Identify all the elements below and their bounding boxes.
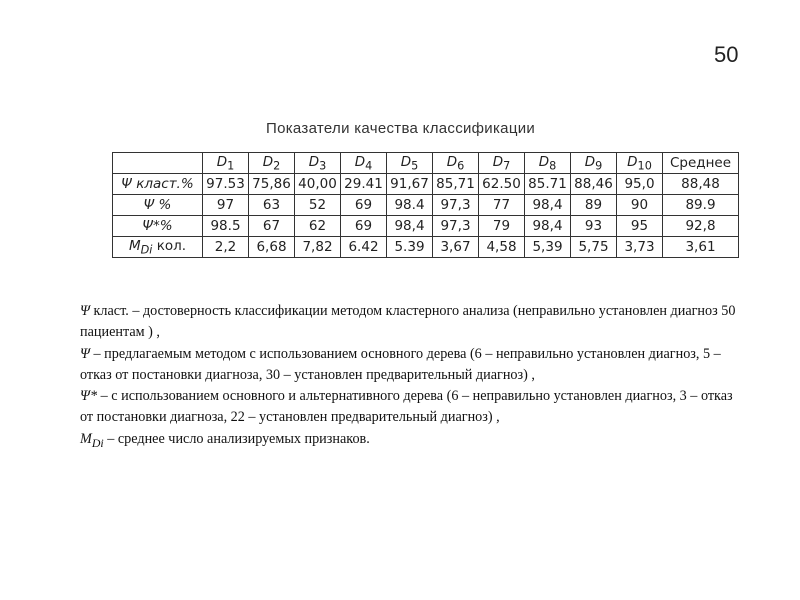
column-header-subscript: 3 [319, 159, 327, 173]
column-header-label: D [584, 153, 596, 170]
table-cell: 3,67 [433, 237, 479, 258]
table-cell: 4,58 [479, 237, 525, 258]
row-label [113, 216, 203, 237]
column-header [341, 153, 387, 174]
table-row [113, 195, 739, 216]
table-cell: 2,2 [203, 237, 249, 258]
note-symbol: M [80, 430, 92, 447]
table-title: Показатели качества классификации [266, 120, 536, 137]
note-text: класт. – достоверность классификации методом кластерного анализа (неправильно установлен диагноз 50 пациентам ) , [80, 303, 736, 341]
column-header [571, 153, 617, 174]
row-label-text: M [128, 237, 141, 254]
table-cell: 90 [617, 195, 663, 216]
column-header-subscript: 10 [637, 159, 652, 173]
table-cell: 95,0 [617, 174, 663, 195]
column-header-subscript: 8 [549, 159, 557, 173]
table-cell: 89.9 [663, 195, 739, 216]
table-cell: 95 [617, 216, 663, 237]
table-cell: 3,73 [617, 237, 663, 258]
column-header-label: D [627, 153, 638, 170]
table-cell: 97,3 [433, 195, 479, 216]
table-row [113, 237, 739, 258]
column-header [113, 153, 203, 174]
table-cell: 62.50 [479, 174, 525, 195]
column-header-subscript: 4 [365, 159, 373, 173]
note-symbol-subscript: Di [91, 435, 104, 450]
table-cell: 52 [295, 195, 341, 216]
table-cell: 97.53 [203, 174, 249, 195]
table-cell: 5,75 [571, 237, 617, 258]
column-header [663, 153, 739, 174]
table-cell: 98.4 [387, 195, 433, 216]
note-paragraph [80, 301, 740, 344]
column-header-label: D [354, 153, 366, 170]
column-header [295, 153, 341, 174]
column-header-label: Среднее [669, 155, 732, 171]
table-cell: 92,8 [663, 216, 739, 237]
note-paragraph [80, 344, 740, 387]
table-cell: 6,68 [249, 237, 295, 258]
table-cell: 98,4 [387, 216, 433, 237]
table-cell: 77 [479, 195, 525, 216]
note-symbol: Ψ* [80, 388, 98, 405]
table-cell: 3,61 [663, 237, 739, 258]
table-cell: 97 [203, 195, 249, 216]
column-header-label: D [308, 153, 320, 170]
column-header [249, 153, 295, 174]
table-cell: 5.39 [387, 237, 433, 258]
row-label-subscript: Di [140, 243, 153, 257]
table-cell: 85,71 [433, 174, 479, 195]
column-header-subscript: 1 [227, 159, 235, 173]
column-header-label: D [538, 153, 550, 170]
table-cell: 85.71 [525, 174, 571, 195]
table-row [113, 216, 739, 237]
page-number: 50 [714, 42, 739, 67]
note-text: – предлагаемым методом с использованием основного дерева (6 – неправильно установлен диагноз, 5 – отказ от постановки диагноза, 30 – установлен предварительный диагноз) , [80, 345, 721, 383]
table-cell: 69 [341, 195, 387, 216]
table-cell: 67 [249, 216, 295, 237]
table-cell: 88,46 [571, 174, 617, 195]
table-cell: 98,4 [525, 195, 571, 216]
row-label-text: Ψ*% [142, 218, 173, 234]
note-text: – с использованием основного и альтернативного дерева (6 – неправильно установлен диагноз, 3 – отказ от постановки диагноза, 22 – установлен предварительный диагноз) , [80, 388, 733, 426]
table-cell: 89 [571, 195, 617, 216]
notes-block [80, 301, 740, 454]
table-cell: 97,3 [433, 216, 479, 237]
column-header-subscript: 6 [457, 159, 465, 173]
column-header [203, 153, 249, 174]
column-header [617, 153, 663, 174]
row-label [113, 237, 203, 258]
table-cell: 5,39 [525, 237, 571, 258]
table-cell: 6.42 [341, 237, 387, 258]
table-cell: 40,00 [295, 174, 341, 195]
column-header-subscript: 9 [595, 159, 603, 173]
table-cell: 98,4 [525, 216, 571, 237]
note-symbol: Ψ [80, 345, 90, 362]
note-paragraph [80, 429, 740, 454]
table-cell: 7,82 [295, 237, 341, 258]
row-label [113, 174, 203, 195]
column-header [387, 153, 433, 174]
table-cell: 63 [249, 195, 295, 216]
table-cell: 79 [479, 216, 525, 237]
column-header [479, 153, 525, 174]
column-header [433, 153, 479, 174]
row-label-text: Ψ % [143, 197, 172, 213]
column-header-label: D [400, 153, 412, 170]
table-cell: 88,48 [663, 174, 739, 195]
column-header-label: D [446, 153, 458, 170]
column-header-label: D [262, 153, 274, 170]
table-cell: 91,67 [387, 174, 433, 195]
table-cell: 75,86 [249, 174, 295, 195]
quality-table [112, 152, 739, 258]
column-header-subscript: 5 [411, 159, 419, 173]
table-cell: 29.41 [341, 174, 387, 195]
column-header-label: D [492, 153, 504, 170]
note-symbol: Ψ [80, 303, 90, 319]
table-cell: 69 [341, 216, 387, 237]
row-label-suffix: кол. [152, 237, 187, 254]
row-label-text: Ψ класт.% [121, 176, 194, 192]
column-header-subscript: 2 [273, 159, 281, 173]
row-label [113, 195, 203, 216]
table-cell: 98.5 [203, 216, 249, 237]
table-row [113, 174, 739, 195]
note-text: – среднее число анализируемых признаков. [103, 430, 370, 447]
column-header-label: D [216, 153, 228, 170]
table-cell: 93 [571, 216, 617, 237]
note-paragraph [80, 386, 740, 429]
column-header [525, 153, 571, 174]
table-cell: 62 [295, 216, 341, 237]
table-header-row [113, 153, 739, 174]
column-header-subscript: 7 [503, 159, 511, 173]
